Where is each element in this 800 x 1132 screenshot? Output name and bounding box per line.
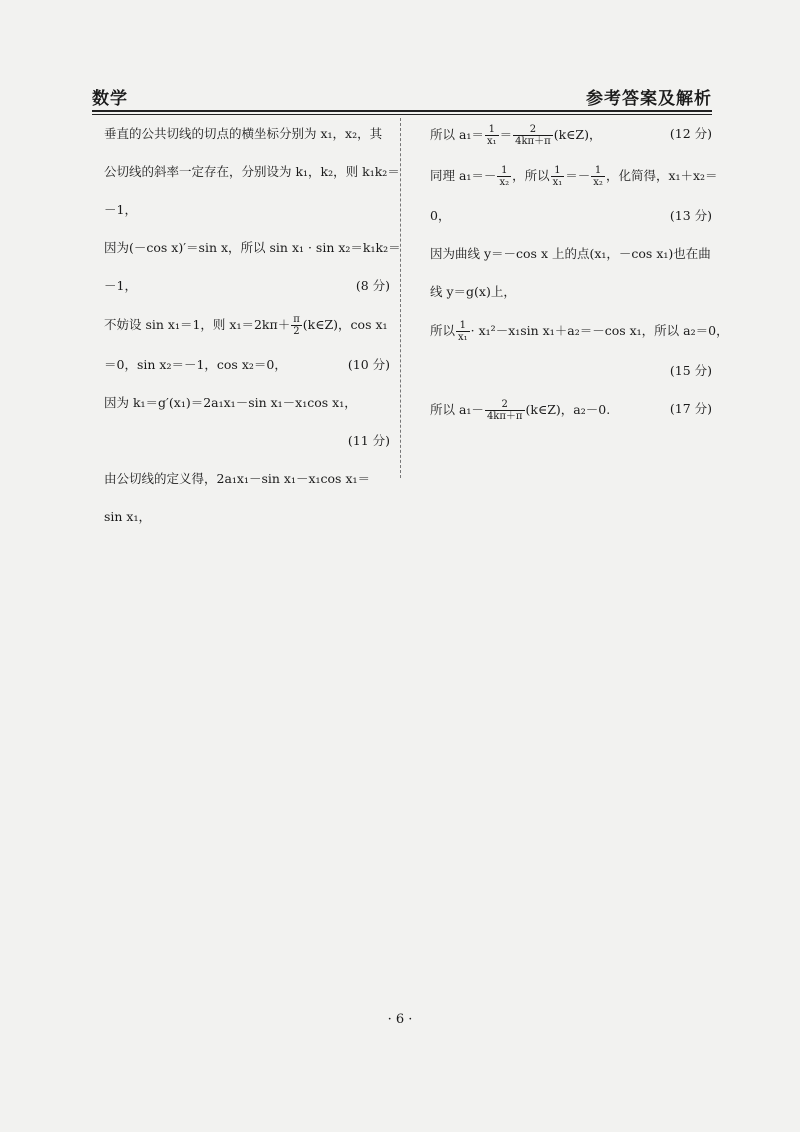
left-column	[104, 124, 401, 527]
text-line	[430, 320, 729, 343]
fraction-denominator: x₂	[593, 177, 603, 188]
text-segment: 所以 a₁＝	[430, 127, 484, 142]
text-line: －1，	[104, 202, 137, 217]
header-title: 参考答案及解析	[586, 89, 712, 109]
text-line: 公切线的斜率一定存在，分别设为 k₁，k₂，则 k₁k₂＝	[104, 164, 400, 179]
fraction	[291, 314, 302, 337]
text-line: 因为 k₁＝g′(x₁)＝2a₁x₁－sin x₁－x₁cos x₁，	[104, 395, 357, 410]
fraction	[591, 165, 605, 188]
text-segment: ，所以	[512, 168, 550, 183]
fraction-denominator: x₁	[552, 177, 563, 188]
right-column	[430, 124, 729, 422]
text-line	[430, 124, 712, 147]
fraction	[456, 320, 470, 343]
score-marker: (10 分)	[347, 357, 390, 372]
text-line: 因为曲线 y＝－cos x 上的点(x₁，－cos x₁)也在曲	[430, 246, 711, 261]
fraction-denominator: 4kπ＋π	[486, 411, 523, 422]
score-marker: (13 分)	[669, 208, 712, 223]
text-segment: 不妨设 sin x₁＝1，则 x₁＝2kπ＋	[104, 317, 291, 332]
text-line: 垂直的公共切线的切点的横坐标分别为 x₁，x₂，其	[104, 126, 383, 141]
fraction-numerator: 1	[551, 165, 565, 177]
text-segment: 所以 a₁－	[430, 402, 484, 417]
score-marker: (15 分)	[669, 363, 712, 378]
text-segment: 所以	[430, 323, 456, 338]
text-segment: (k∈Z)，a₂－0.	[525, 402, 611, 417]
fraction-denominator: x₁	[458, 332, 468, 343]
text-line: 由公切线的定义得，2a₁x₁－sin x₁－x₁cos x₁＝	[104, 471, 371, 486]
text-segment: (k∈Z)，	[553, 127, 602, 142]
column-divider	[400, 118, 401, 478]
fraction-numerator: 2	[513, 124, 553, 136]
text-segment: 0，	[430, 208, 451, 223]
fraction-numerator: 1	[591, 165, 605, 177]
text-segment: ＝	[499, 127, 513, 142]
score-marker: (12 分)	[669, 126, 712, 141]
score-marker: (17 分)	[669, 401, 712, 416]
text-line	[430, 165, 718, 188]
text-segment: ，化简得，x₁＋x₂＝	[605, 168, 718, 183]
text-line: sin x₁，	[104, 509, 151, 524]
header-rule-thin	[92, 114, 712, 115]
text-line	[430, 399, 712, 422]
fraction-numerator: 1	[456, 320, 470, 332]
score-marker: (11 分)	[347, 433, 390, 448]
fraction-denominator: x₂	[499, 177, 510, 188]
text-segment: ＝－	[565, 168, 591, 183]
text-line	[104, 314, 390, 337]
text-line	[430, 206, 712, 226]
page-header	[92, 84, 712, 114]
text-segment: 同理 a₁＝－	[430, 168, 497, 183]
fraction-denominator: x₁	[486, 136, 497, 147]
fraction	[513, 124, 553, 147]
fraction	[485, 399, 525, 422]
fraction-numerator: 2	[485, 399, 525, 411]
fraction	[497, 165, 511, 188]
fraction	[485, 124, 499, 147]
fraction-numerator: 1	[485, 124, 499, 136]
fraction-numerator: 1	[497, 165, 511, 177]
text-line: 线 y＝g(x)上，	[430, 284, 516, 299]
fraction-denominator: 2	[293, 326, 300, 337]
fraction-denominator: 4kπ＋π	[515, 136, 551, 147]
text-line	[104, 276, 390, 296]
page-number: · 6 ·	[387, 1012, 413, 1027]
fraction	[551, 165, 565, 188]
text-line	[104, 355, 390, 375]
header-rule-thick	[92, 110, 712, 112]
text-segment: · x₁²－x₁sin x₁＋a₂＝－cos x₁，所以 a₂＝0，	[470, 323, 729, 338]
text-segment: ＝0，sin x₂＝－1，cos x₂＝0，	[104, 357, 287, 372]
text-segment: (k∈Z)，cos x₁	[302, 317, 388, 332]
text-line: 因为(－cos x)′＝sin x，所以 sin x₁ · sin x₂＝k₁k₂＝	[104, 240, 401, 255]
header-subject: 数学	[92, 89, 128, 109]
score-marker: (8 分)	[355, 278, 390, 293]
fraction-numerator: π	[293, 314, 300, 325]
text-segment: －1，	[104, 278, 137, 293]
